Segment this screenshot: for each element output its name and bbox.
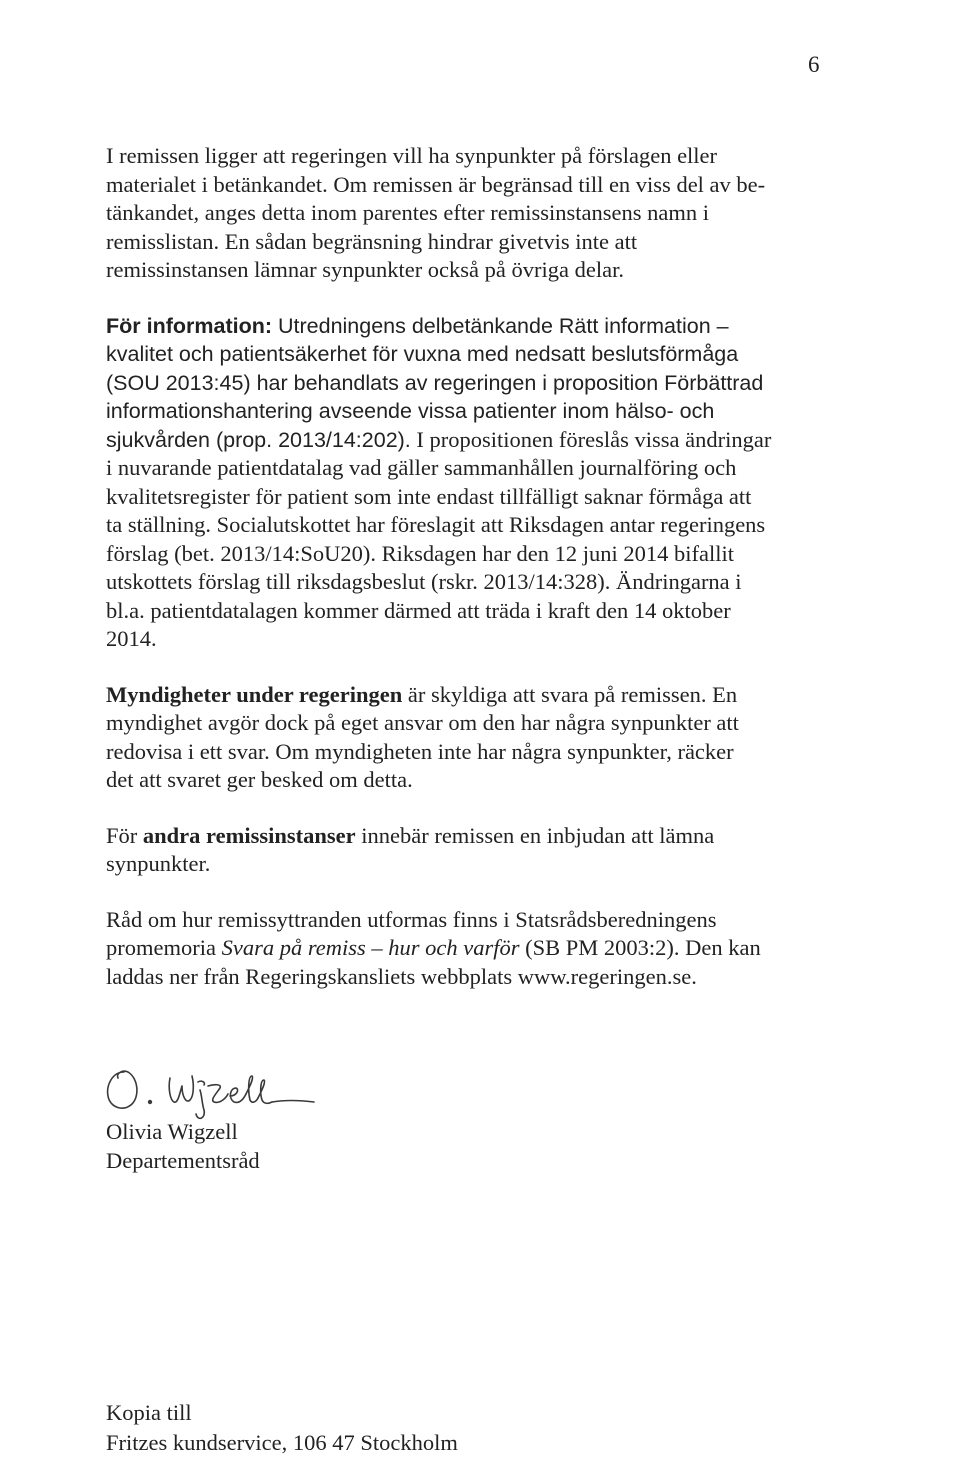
signature-block: [106, 1052, 342, 1175]
information-paragraph: [106, 312, 828, 654]
information-line: kvalitetsregister för patient som inte endast tillfälligt saknar förmåga att: [106, 483, 752, 509]
document-body: [106, 142, 828, 1018]
page-number: 6: [808, 52, 820, 77]
information-line: (SOU 2013:45) har behandlats av regeringen i proposition Förbättrad: [106, 370, 764, 395]
information-line: i nuvarande patientdatalag vad gäller sammanhållen journalföring och: [106, 455, 737, 480]
advice-line: laddas ner från Regeringskansliets webbplats www.regeringen.se.: [106, 963, 697, 989]
authorities-paragraph: [106, 681, 828, 795]
advice-memo-title: Svara på remiss – hur och varför: [221, 935, 520, 960]
signatory-name: Olivia Wigzell: [106, 1119, 238, 1144]
advice-line-memo: [106, 934, 828, 963]
other-instances-line: synpunkter.: [106, 851, 211, 876]
authorities-line: det att svaret ger besked om detta.: [106, 767, 413, 792]
information-line: informationshantering avseende vissa patienter inom hälso- och: [106, 399, 715, 423]
copy-to-block: [106, 1398, 458, 1458]
information-mixed-line: [106, 426, 828, 455]
information-line: förslag (bet. 2013/14:SoU20). Riksdagen har den 12 juni 2014 bifallit: [106, 540, 735, 566]
authorities-line: redovisa i ett svar. Om myndigheten inte har några synpunkter, räcker: [106, 738, 734, 764]
information-line: utskottets förslag till riksdagsbeslut (rskr. 2013/14:328). Ändringarna i: [106, 569, 742, 594]
advice-paragraph: [106, 906, 828, 992]
intro-line: materialet i betänkandet. Om remissen är begränsad till en viss del av be-: [106, 171, 766, 197]
information-first-line-text: Utredningens delbetänkande Rätt information –: [272, 313, 729, 338]
advice-memo-suffix: (SB PM 2003:2). Den kan: [519, 935, 761, 960]
information-label: För information:: [106, 313, 273, 338]
intro-line: remissinstansen lämnar synpunkter också på övriga delar.: [106, 257, 624, 282]
information-first-line: [106, 312, 828, 341]
intro-paragraph: [106, 142, 828, 285]
intro-line: tänkandet, anges detta inom parentes efter remissinstansens namn i: [106, 200, 709, 225]
intro-line: I remissen ligger att regeringen vill ha synpunkter på förslagen eller: [106, 143, 718, 168]
authorities-heading: Myndigheter under regeringen: [106, 681, 403, 707]
copy-to-label: Kopia till: [106, 1400, 192, 1425]
signatory-title: Departementsråd: [106, 1147, 260, 1173]
copy-to-recipient: Fritzes kundservice, 106 47 Stockholm: [106, 1430, 458, 1455]
information-line: 2014.: [106, 626, 157, 651]
other-instances-heading: andra remissinstanser: [142, 822, 356, 848]
information-line: ta ställning. Socialutskottet har föreslagit att Riksdagen antar regeringens: [106, 512, 766, 537]
authorities-first-line-text: är skyldiga att svara på remissen. En: [402, 681, 738, 707]
information-prop-reference: sjukvården (prop. 2013/14:202).: [106, 427, 411, 452]
other-instances-prefix: För: [106, 822, 143, 848]
other-instances-first-line: [106, 822, 828, 851]
information-line: bl.a. patientdatalagen kommer därmed att träda i kraft den 14 oktober: [106, 597, 731, 623]
intro-line: remisslistan. En sådan begränsning hindrar givetvis inte att: [106, 228, 638, 254]
handwritten-signature: [102, 1052, 342, 1122]
authorities-first-line: [106, 681, 828, 710]
information-line: kvalitet och patientsäkerhet för vuxna med nedsatt beslutsförmåga: [106, 342, 739, 366]
advice-line: Råd om hur remissyttranden utformas finns i Statsrådsberedningens: [106, 906, 717, 932]
advice-memo-prefix: promemoria: [106, 935, 222, 960]
other-instances-first-line-text: innebär remissen en inbjudan att lämna: [355, 822, 715, 848]
information-proposition-text: I propositionen föreslås vissa ändringar: [410, 426, 772, 452]
other-instances-paragraph: [106, 822, 828, 879]
authorities-line: myndighet avgör dock på eget ansvar om den har några synpunkter att: [106, 710, 739, 735]
